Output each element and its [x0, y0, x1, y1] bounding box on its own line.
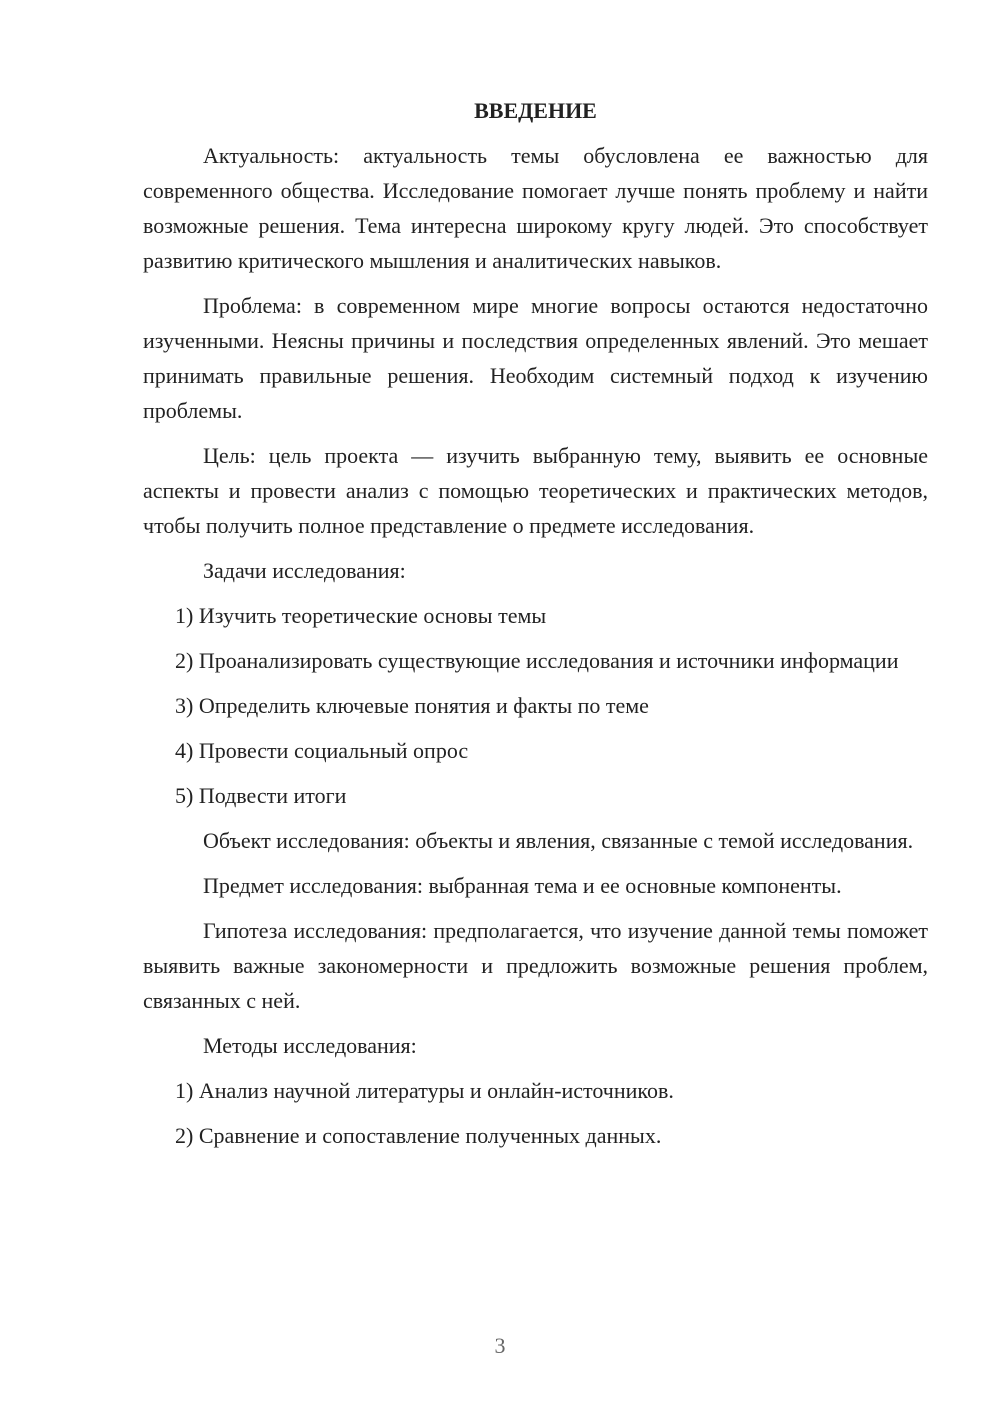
- hypothesis-paragraph: Гипотеза исследования: предполагается, что изучение данной темы поможет выявить важные закономерности и предложить возможные решения проблем, связанных с ней.: [143, 918, 928, 1013]
- task-item: 3) Определить ключевые понятия и факты по теме: [175, 693, 649, 718]
- page-number: 3: [494, 1333, 506, 1358]
- task-item: 4) Провести социальный опрос: [175, 738, 469, 763]
- method-item: 1) Анализ научной литературы и онлайн-источников.: [175, 1078, 674, 1103]
- relevance-paragraph: Актуальность: актуальность темы обусловлена ее важностью для современного общества. Исследование помогает лучше понять проблему и найти возможные решения. Тема интересна широкому кругу людей. Это способствует развитию критического мышления и аналитических навыков.: [143, 143, 928, 273]
- task-item: 2) Проанализировать существующие исследования и источники информации: [175, 648, 899, 673]
- problem-paragraph: Проблема: в современном мире многие вопросы остаются недостаточно изученными. Неясны причины и последствия определенных явлений. Это мешает принимать правильные решения. Необходим системный подход к изучению проблемы.: [143, 293, 928, 423]
- object-paragraph: Объект исследования: объекты и явления, связанные с темой исследования.: [203, 828, 914, 853]
- subject-paragraph: Предмет исследования: выбранная тема и ее основные компоненты.: [203, 873, 842, 898]
- page-body: [143, 93, 928, 1163]
- methods-heading: Методы исследования:: [203, 1033, 417, 1058]
- goal-paragraph: Цель: цель проекта — изучить выбранную тему, выявить ее основные аспекты и провести анализ с помощью теоретических и практических методов, чтобы получить полное представление о предмете исследования.: [143, 443, 928, 538]
- task-item: 5) Подвести итоги: [175, 783, 347, 808]
- section-title: ВВЕДЕНИЕ: [474, 98, 597, 123]
- task-item: 1) Изучить теоретические основы темы: [175, 603, 547, 628]
- tasks-heading: Задачи исследования:: [203, 558, 406, 583]
- method-item: 2) Сравнение и сопоставление полученных данных.: [175, 1123, 662, 1148]
